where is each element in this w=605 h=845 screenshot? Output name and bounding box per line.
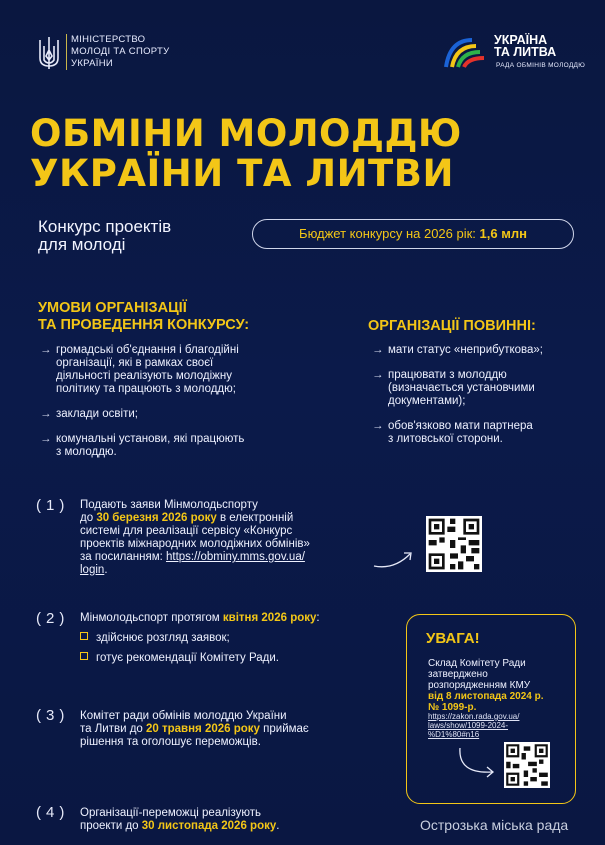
budget-badge: [252, 219, 574, 249]
list-item-line: політику та працюють з молоддю;: [56, 383, 236, 395]
list-item: [372, 369, 592, 408]
conditions-heading-line: УМОВИ ОРГАНІЗАЦІЇ: [38, 300, 187, 316]
arrow-right-icon: →: [40, 344, 52, 356]
budget-value: 1,6 млн: [479, 226, 527, 241]
title-line-1: ОБМІНИ МОЛОДДЮ: [30, 112, 462, 155]
budget-label: Бюджет конкурсу на 2026 рік:: [299, 226, 480, 241]
subtitle: [38, 218, 171, 254]
step-line: системі для реалізації сервісу «Конкурс: [80, 525, 293, 537]
list-item-line: заклади освіти;: [56, 408, 138, 420]
arrow-right-icon: →: [372, 344, 384, 356]
list-item-line: (визначається установчими: [388, 382, 535, 394]
step-2-text: [80, 612, 390, 665]
step-number: (1): [36, 497, 70, 514]
ministry-line: МОЛОДІ ТА СПОРТУ: [71, 46, 170, 57]
qr-code-law[interactable]: [504, 742, 550, 788]
logo-line: ТА ЛИТВА: [494, 45, 557, 59]
step-number: (3): [36, 707, 70, 724]
council-logo-subtitle: РАДА ОБМІНІВ МОЛОДДЮ: [496, 62, 586, 69]
step-1-text: [80, 499, 380, 577]
step-line: Подають заяви Мінмолодьспорту: [80, 499, 258, 511]
law-link-line[interactable]: laws/show/1099-2024-: [428, 721, 509, 730]
list-item-line: комунальні установи, які працюють: [56, 433, 245, 445]
list-item-line: обов'язково мати партнера: [388, 420, 533, 432]
list-item-line: мати статус «неприбуткова»;: [388, 344, 543, 356]
step-number: (4): [36, 804, 70, 821]
attention-line: розпорядженням КМУ: [428, 680, 531, 691]
attention-line: від 8 листопада 2024 р.: [428, 691, 544, 702]
step-line: проекти до 30 листопада 2026 року.: [80, 820, 280, 832]
sub-item: готує рекомендації Комітету Ради.: [80, 652, 390, 665]
arrow-right-icon: →: [40, 408, 52, 420]
subtitle-line-1: Конкурс проектів: [38, 217, 172, 236]
square-bullet-icon: [80, 632, 88, 640]
list-item-line: документами);: [388, 395, 466, 407]
footer-source: Острозька міська рада: [420, 817, 569, 833]
curved-arrow-icon: [456, 746, 500, 780]
list-item: [40, 408, 330, 421]
subtitle-line-2: для молоді: [38, 235, 126, 254]
orgs-list: [372, 344, 592, 446]
law-link-line[interactable]: https://zakon.rada.gov.ua/: [428, 712, 520, 721]
list-item-line: працювати з молоддю: [388, 369, 507, 381]
conditions-heading-line: ТА ПРОВЕДЕННЯ КОНКУРСУ:: [38, 317, 250, 333]
page-title: [30, 114, 462, 194]
arrow-right-icon: →: [372, 420, 384, 432]
step-line: Організації-переможці реалізують: [80, 807, 262, 819]
conditions-heading: [38, 300, 249, 334]
registration-link[interactable]: https://obminy.mms.gov.ua/: [166, 551, 305, 563]
orgs-heading: ОРГАНІЗАЦІЇ ПОВИННІ:: [368, 318, 536, 334]
attention-line: затверджено: [428, 669, 488, 680]
list-item-line: організації, які в рамках своєї: [56, 357, 214, 369]
council-logo-icon: [442, 34, 494, 68]
list-item: [40, 344, 330, 396]
ukraine-trident-icon: [38, 36, 60, 70]
registration-link-cont[interactable]: login: [80, 564, 105, 576]
conditions-list: [40, 344, 330, 459]
attention-line: Склад Комітету Ради: [428, 658, 526, 669]
step-3-text: [80, 710, 390, 749]
qr-code-icon: [504, 742, 550, 788]
list-item-line: громадські об'єднання і благодійні: [56, 344, 239, 356]
list-item-line: діяльності реалізують молодіжну: [56, 370, 232, 382]
qr-code-registration[interactable]: [426, 516, 482, 572]
sub-item: здійснює розгляд заявок;: [80, 632, 390, 645]
attention-title: УВАГА!: [426, 630, 480, 647]
step-line: та Литви до 20 травня 2026 року приймає: [80, 723, 309, 735]
list-item-line: з литовської сторони.: [388, 433, 503, 445]
step-line: login.: [80, 564, 108, 576]
ministry-line: МІНІСТЕРСТВО: [71, 34, 146, 45]
step-line: Комітет ради обмінів молоддю України: [80, 710, 287, 722]
arrow-right-icon: →: [40, 433, 52, 445]
logo-line: УКРАЇНА: [494, 33, 548, 47]
step-line: до 30 березня 2026 року в електронній: [80, 512, 294, 524]
list-item: [372, 420, 592, 446]
list-item-line: з молоддю.: [56, 446, 117, 458]
ministry-name: [66, 34, 169, 70]
attention-text: [428, 658, 544, 713]
step-line: Мінмолодьспорт протягом квітня 2026 року:: [80, 612, 320, 624]
step-number: (2): [36, 610, 70, 627]
ministry-line: УКРАЇНИ: [71, 58, 114, 69]
list-item: [40, 433, 330, 459]
law-link-line[interactable]: %D1%80#n16: [428, 730, 480, 739]
curved-arrow-icon: [372, 548, 416, 570]
attention-line: № 1099-р.: [428, 702, 477, 713]
square-bullet-icon: [80, 652, 88, 660]
step-line: проектів міжнародних молодіжних обмінів»: [80, 538, 310, 550]
step-line: рішення та оголошує переможців.: [80, 736, 261, 748]
list-item: [372, 344, 592, 357]
step-line: за посиланням: https://obminy.mms.gov.ua/: [80, 551, 305, 563]
qr-code-icon: [426, 516, 482, 572]
title-line-2: УКРАЇНИ ТА ЛИТВИ: [30, 152, 454, 195]
step-4-text: [80, 807, 390, 833]
arrow-right-icon: →: [372, 369, 384, 381]
law-link[interactable]: [428, 712, 519, 739]
council-logo-title: [494, 34, 556, 58]
